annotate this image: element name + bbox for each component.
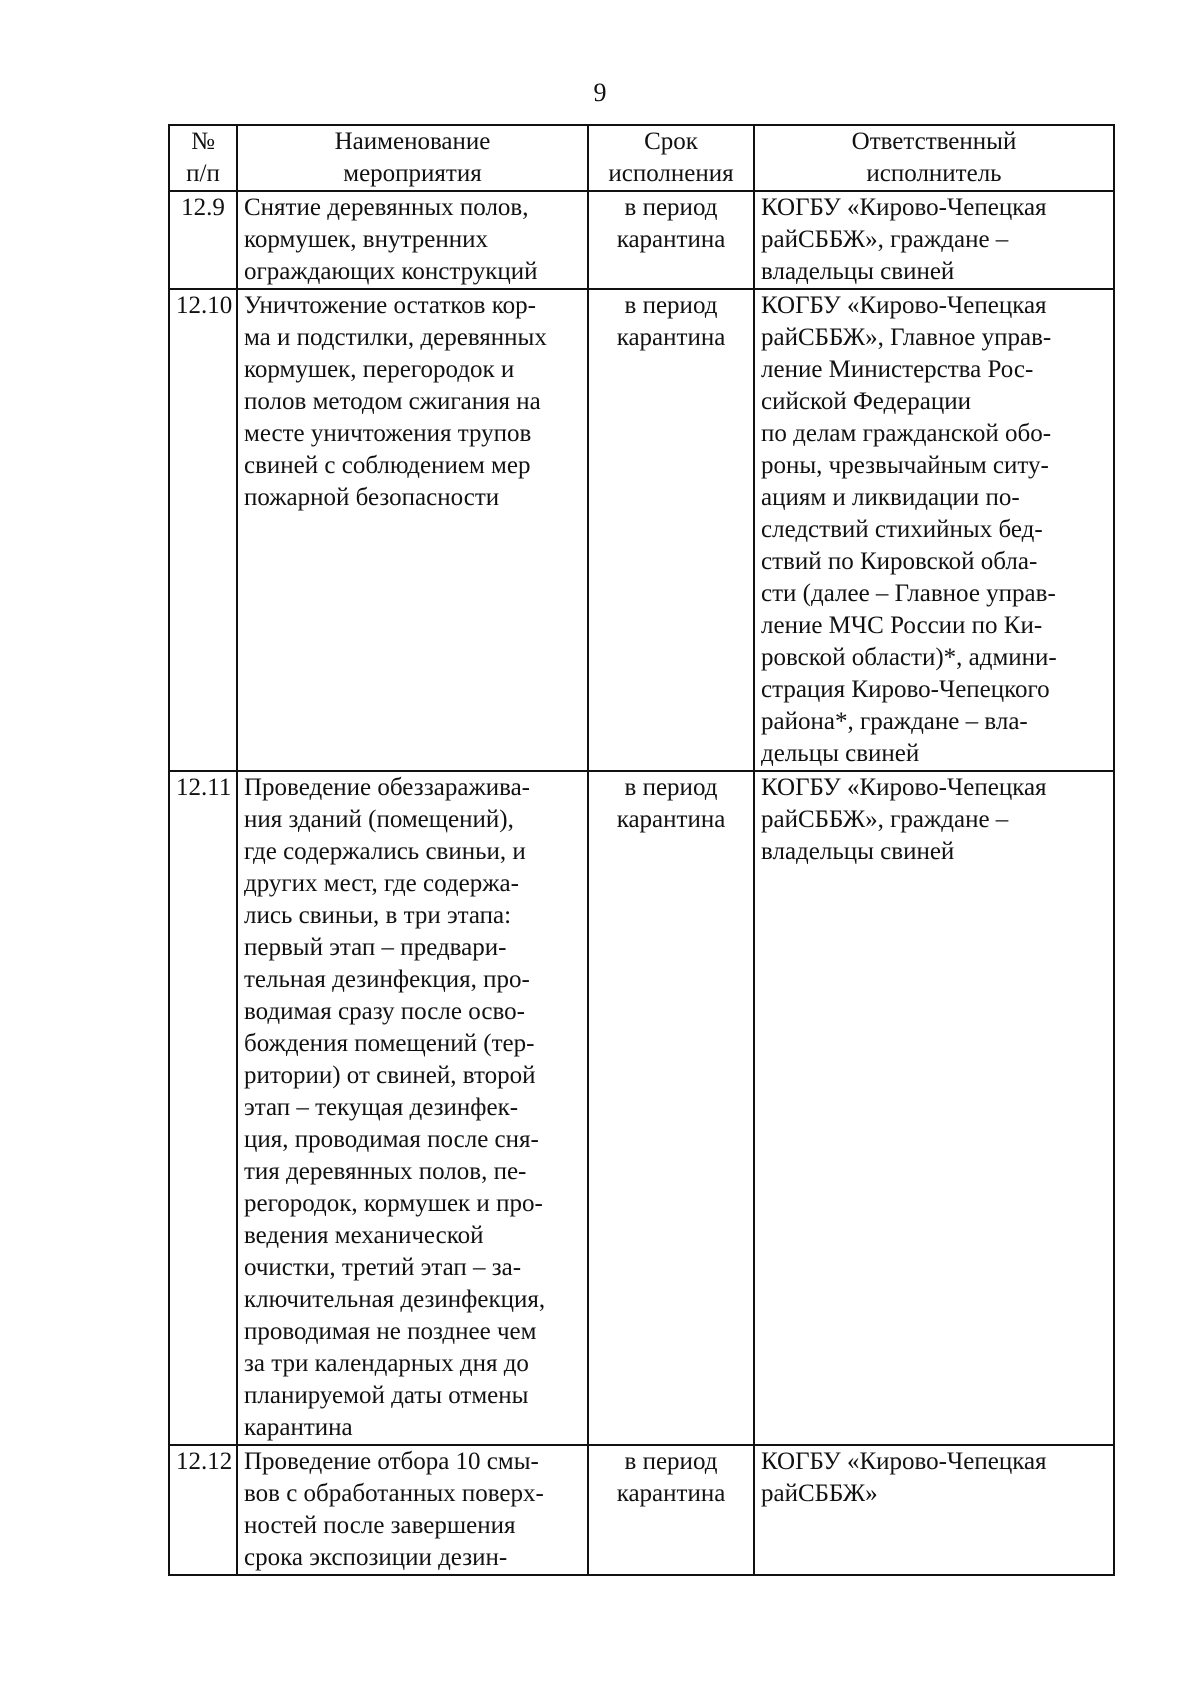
responsible-line: райСББЖ», граждане – xyxy=(761,806,1009,833)
deadline-line: в период xyxy=(624,1448,718,1475)
activity-name-line: полов методом сжигания на xyxy=(244,388,541,415)
activity-name-line: планируемой даты отмены xyxy=(244,1382,529,1409)
responsible-line: ление Министерства Рос- xyxy=(761,356,1034,383)
activity-name-line: ция, проводимая после сня- xyxy=(244,1126,539,1153)
activity-name-line: других мест, где содержа- xyxy=(244,870,519,897)
deadline-line: в период xyxy=(624,774,718,801)
activity-name-line: месте уничтожения трупов xyxy=(244,420,532,447)
activity-name-line: вов с обработанных поверх- xyxy=(244,1480,544,1507)
responsible-line: райСББЖ», граждане – xyxy=(761,226,1009,253)
responsible-line: следствий стихийных бед- xyxy=(761,516,1043,543)
activities-table xyxy=(168,124,1115,1576)
row-number-cell: 12.10 xyxy=(169,289,237,771)
deadline-line: карантина xyxy=(616,806,726,833)
header-number xyxy=(169,125,237,191)
table-row xyxy=(169,289,1114,771)
activity-name-line: ключительная дезинфекция, xyxy=(244,1286,546,1313)
responsible-cell xyxy=(754,771,1114,1445)
activity-name-cell xyxy=(237,1445,588,1575)
header-activity-name-line: Наименование xyxy=(334,128,491,155)
header-deadline xyxy=(588,125,754,191)
deadline-line: карантина xyxy=(616,324,726,351)
activity-name-line: ма и подстилки, деревянных xyxy=(244,324,547,351)
responsible-cell xyxy=(754,289,1114,771)
responsible-line: по делам гражданской обо- xyxy=(761,420,1052,447)
activity-name-cell xyxy=(237,771,588,1445)
activity-name-cell xyxy=(237,191,588,289)
activity-name-line: пожарной безопасности xyxy=(244,484,500,511)
activity-name-line: ограждающих конструкций xyxy=(244,258,538,285)
header-responsible-line: Ответственный xyxy=(851,128,1017,155)
table-header-row xyxy=(169,125,1114,191)
table-row xyxy=(169,771,1114,1445)
activity-name-line: карантина xyxy=(244,1414,353,1441)
activity-name-line: ния зданий (помещений), xyxy=(244,806,514,833)
activity-name-line: Проведение отбора 10 смы- xyxy=(244,1448,539,1475)
responsible-line: КОГБУ «Кирово-Чепецкая xyxy=(761,1448,1047,1475)
responsible-line: райСББЖ» xyxy=(761,1480,878,1507)
header-number-line: п/п xyxy=(186,160,220,187)
deadline-line: карантина xyxy=(616,226,726,253)
responsible-line: сти (далее – Главное управ- xyxy=(761,580,1056,607)
deadline-cell xyxy=(588,289,754,771)
responsible-line: ление МЧС России по Ки- xyxy=(761,612,1043,639)
activity-name-line: Снятие деревянных полов, xyxy=(244,194,529,221)
activity-name-line: очистки, третий этап – за- xyxy=(244,1254,522,1281)
activity-name-line: свиней с соблюдением мер xyxy=(244,452,531,479)
deadline-line: в период xyxy=(624,194,718,221)
deadline-line: в период xyxy=(624,292,718,319)
activity-name-line: этап – текущая дезинфек- xyxy=(244,1094,519,1121)
activity-name-line: регородок, кормушек и про- xyxy=(244,1190,543,1217)
activity-name-line: где содержались свиньи, и xyxy=(244,838,526,865)
activity-name-line: ритории) от свиней, второй xyxy=(244,1062,536,1089)
row-number-cell: 12.12 xyxy=(169,1445,237,1575)
row-number-cell: 12.9 xyxy=(169,191,237,289)
header-responsible-line: исполнитель xyxy=(866,160,1002,187)
responsible-line: владельцы свиней xyxy=(761,258,955,285)
activity-name-line: первый этап – предвари- xyxy=(244,934,507,961)
responsible-line: роны, чрезвычайным ситу- xyxy=(761,452,1049,479)
activity-name-line: Уничтожение остатков кор- xyxy=(244,292,536,319)
activity-name-line: лись свиньи, в три этапа: xyxy=(244,902,512,929)
deadline-cell xyxy=(588,191,754,289)
responsible-line: дельцы свиней xyxy=(761,740,920,767)
deadline-cell xyxy=(588,771,754,1445)
header-responsible xyxy=(754,125,1114,191)
responsible-line: страция Кирово-Чепецкого xyxy=(761,676,1050,703)
responsible-cell xyxy=(754,1445,1114,1575)
deadline-line: карантина xyxy=(616,1480,726,1507)
activity-name-line: кормушек, перегородок и xyxy=(244,356,515,383)
table-row xyxy=(169,1445,1114,1575)
responsible-line: владельцы свиней xyxy=(761,838,955,865)
header-deadline-line: Срок xyxy=(644,128,698,155)
activity-name-line: ностей после завершения xyxy=(244,1512,516,1539)
table-body xyxy=(169,191,1114,1575)
responsible-line: района*, граждане – вла- xyxy=(761,708,1028,735)
responsible-line: КОГБУ «Кирово-Чепецкая xyxy=(761,292,1047,319)
responsible-line: райСББЖ», Главное управ- xyxy=(761,324,1052,351)
responsible-line: сийской Федерации xyxy=(761,388,972,415)
activity-name-line: Проведение обеззаражива- xyxy=(244,774,530,801)
activity-name-line: водимая сразу после осво- xyxy=(244,998,525,1025)
activity-name-line: за три календарных дня до xyxy=(244,1350,529,1377)
header-number-line: № xyxy=(191,128,215,155)
activity-name-line: срока экспозиции дезин- xyxy=(244,1544,508,1571)
header-activity-name-line: мероприятия xyxy=(343,160,482,187)
responsible-line: КОГБУ «Кирово-Чепецкая xyxy=(761,194,1047,221)
activity-name-line: проводимая не позднее чем xyxy=(244,1318,537,1345)
activity-name-line: тельная дезинфекция, про- xyxy=(244,966,530,993)
deadline-cell xyxy=(588,1445,754,1575)
header-activity-name xyxy=(237,125,588,191)
row-number-cell: 12.11 xyxy=(169,771,237,1445)
activity-name-cell xyxy=(237,289,588,771)
header-deadline-line: исполнения xyxy=(608,160,734,187)
responsible-line: КОГБУ «Кирово-Чепецкая xyxy=(761,774,1047,801)
table-row xyxy=(169,191,1114,289)
page-number: 9 xyxy=(593,78,607,107)
activity-name-line: бождения помещений (тер- xyxy=(244,1030,535,1057)
activity-name-line: тия деревянных полов, пе- xyxy=(244,1158,527,1185)
responsible-line: ровской области)*, админи- xyxy=(761,644,1057,671)
responsible-cell xyxy=(754,191,1114,289)
responsible-line: ациям и ликвидации по- xyxy=(761,484,1020,511)
activity-name-line: кормушек, внутренних xyxy=(244,226,488,253)
activity-name-line: ведения механической xyxy=(244,1222,484,1249)
responsible-line: ствий по Кировской обла- xyxy=(761,548,1038,575)
